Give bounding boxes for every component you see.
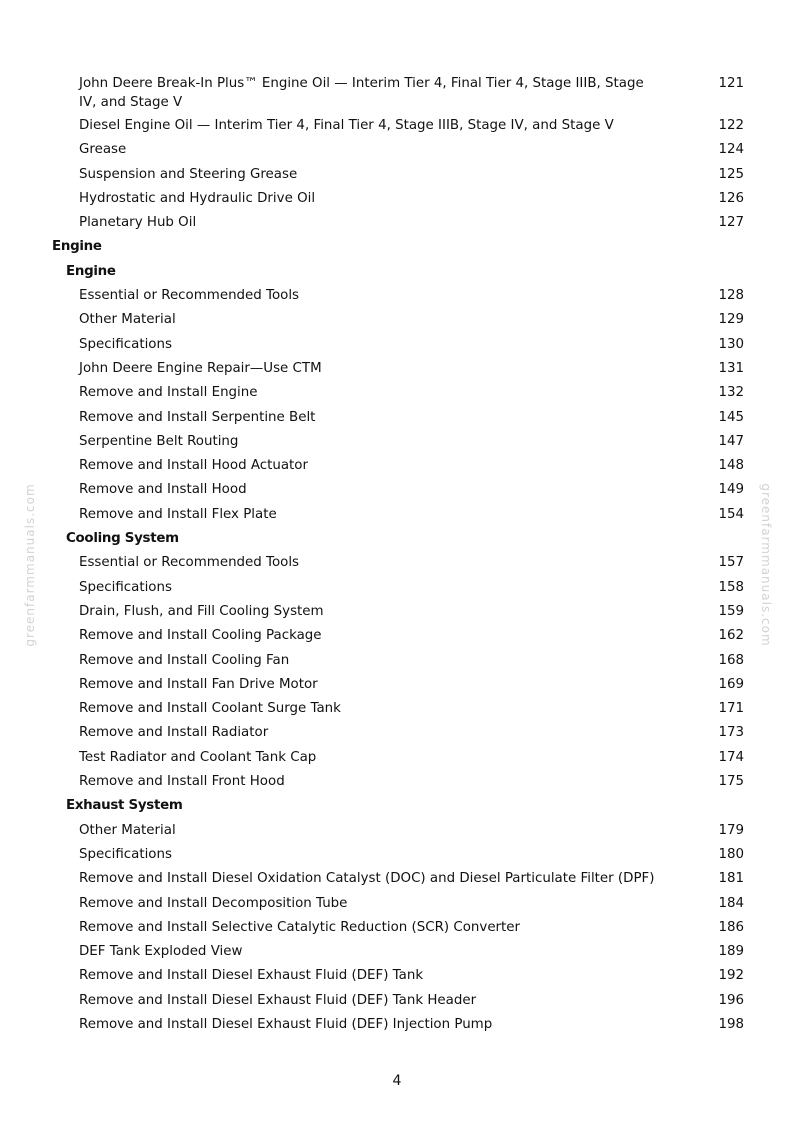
toc-entry-page: 130 [718, 336, 744, 352]
toc-entry-page: 192 [718, 968, 744, 984]
toc-entry[interactable] [52, 336, 744, 360]
toc-entry[interactable] [52, 749, 744, 773]
toc-entry-page: 196 [718, 992, 744, 1008]
toc-entry-page: 198 [718, 1016, 744, 1032]
watermark-left: greenfarmmanuals.com [23, 483, 37, 647]
toc-entry[interactable] [52, 652, 744, 676]
toc-entry-title: Specifications [79, 336, 172, 352]
toc-entry[interactable] [52, 627, 744, 651]
toc-section-heading[interactable] [52, 797, 744, 821]
toc-entry[interactable] [52, 967, 744, 991]
toc-entry[interactable] [52, 773, 744, 797]
toc-entry[interactable] [52, 603, 744, 627]
toc-entry[interactable] [52, 579, 744, 603]
toc-entry-title: Essential or Recommended Tools [79, 288, 300, 304]
toc-entry-page: 168 [718, 652, 744, 668]
toc-entry[interactable] [52, 895, 744, 919]
toc-entry[interactable] [52, 992, 744, 1016]
toc-entry-page: 184 [718, 895, 744, 911]
toc-entry-page: 121 [718, 76, 744, 91]
toc-entry-title: Remove and Install Hood Actuator [79, 458, 309, 474]
toc-entry[interactable] [52, 117, 744, 141]
toc-entry-title: Remove and Install Engine [79, 385, 258, 401]
toc-entry[interactable] [52, 700, 744, 724]
toc-entry-page: 158 [718, 579, 744, 595]
toc-entry-title: Specifications [79, 846, 172, 862]
toc-entry-title: Cooling System [66, 531, 179, 547]
toc-entry-title: Specifications [79, 579, 172, 595]
toc-entry-title: Hydrostatic and Hydraulic Drive Oil [79, 190, 316, 206]
watermark-right: greenfarmmanuals.com [759, 483, 773, 647]
toc-entry[interactable] [52, 506, 744, 530]
toc-entry-page: 126 [718, 190, 744, 206]
toc-entry-page: 148 [718, 458, 744, 474]
toc-entry-title: Test Radiator and Coolant Tank Cap [79, 749, 317, 765]
toc-entry-page: 131 [718, 360, 744, 376]
toc-entry[interactable] [52, 822, 744, 846]
toc-section-heading[interactable] [52, 530, 744, 554]
toc-entry-page: 186 [718, 919, 744, 935]
toc-entry-title: Remove and Install Cooling Package [79, 628, 322, 644]
toc-entry[interactable] [52, 190, 744, 214]
toc-entry[interactable] [52, 287, 744, 311]
toc-entry-title: Engine [52, 239, 102, 255]
toc-entry-page: 181 [718, 871, 744, 887]
toc-entry-page: 179 [718, 822, 744, 838]
toc-entry-page: 124 [718, 142, 744, 158]
toc-entry-page: 132 [718, 385, 744, 401]
toc-entry-title: Planetary Hub Oil [79, 215, 197, 231]
toc-entry[interactable] [52, 166, 744, 190]
toc-entry-page: 171 [718, 701, 744, 717]
toc-entry-title: Remove and Install Diesel Oxidation Catalyst (DOC) and Diesel Particulate Filter (DPF) [79, 871, 655, 887]
toc-entry[interactable] [52, 724, 744, 748]
toc-entry-page: 173 [718, 725, 744, 741]
toc-entry-page: 157 [718, 555, 744, 571]
toc-entry-title: Essential or Recommended Tools [79, 555, 300, 571]
toc-entry-page: 189 [718, 944, 744, 960]
toc-entry-title: Remove and Install Decomposition Tube [79, 895, 348, 911]
toc-entry-title: Remove and Install Coolant Surge Tank [79, 701, 341, 717]
toc-entry[interactable] [52, 409, 744, 433]
toc-entry-title: Other Material [79, 312, 176, 328]
toc-entry-title: Remove and Install Diesel Exhaust Fluid (DEF) Tank [79, 968, 424, 984]
toc-entry[interactable] [52, 870, 744, 894]
toc-entry[interactable] [52, 676, 744, 700]
toc-entry-page: 169 [718, 676, 744, 692]
toc-entry[interactable] [52, 384, 744, 408]
toc-entry-page: 159 [718, 603, 744, 619]
toc-entry-page: 125 [718, 166, 744, 182]
toc-entry-title: Exhaust System [66, 798, 183, 814]
toc-entry-title: Drain, Flush, and Fill Cooling System [79, 603, 324, 619]
table-of-contents [52, 75, 744, 1040]
toc-entry-title: Remove and Install Serpentine Belt [79, 409, 316, 425]
toc-entry-page: 147 [718, 433, 744, 449]
toc-entry[interactable] [52, 919, 744, 943]
toc-entry-title: John Deere Engine Repair—Use CTM [79, 360, 322, 376]
toc-entry-title: Remove and Install Cooling Fan [79, 652, 290, 668]
toc-section-heading[interactable] [52, 263, 744, 287]
toc-entry[interactable] [52, 311, 744, 335]
toc-entry[interactable] [52, 554, 744, 578]
toc-entry-page: 180 [718, 846, 744, 862]
toc-entry[interactable] [52, 846, 744, 870]
toc-entry-title: DEF Tank Exploded View [79, 944, 243, 960]
toc-entry-title: Other Material [79, 822, 176, 838]
toc-entry[interactable] [52, 75, 744, 117]
toc-entry-title: Remove and Install Diesel Exhaust Fluid (DEF) Tank Header [79, 992, 477, 1008]
toc-entry-title: Remove and Install Radiator [79, 725, 269, 741]
toc-entry-page: 154 [718, 506, 744, 522]
toc-entry[interactable] [52, 433, 744, 457]
toc-entry[interactable] [52, 481, 744, 505]
toc-entry-title: Suspension and Steering Grease [79, 166, 298, 182]
toc-entry-page: 162 [718, 628, 744, 644]
toc-entry-title: Remove and Install Fan Drive Motor [79, 676, 318, 692]
toc-section-heading[interactable] [52, 238, 744, 262]
toc-entry-title: Remove and Install Flex Plate [79, 506, 277, 522]
toc-entry[interactable] [52, 1016, 744, 1040]
toc-entry-page: 122 [718, 118, 744, 133]
toc-entry-title: Remove and Install Selective Catalytic Reduction (SCR) Converter [79, 919, 521, 935]
toc-entry-page: 129 [718, 312, 744, 328]
toc-entry-page: 128 [718, 288, 744, 304]
toc-entry-page: 175 [718, 774, 744, 790]
toc-entry-title: Remove and Install Diesel Exhaust Fluid (DEF) Injection Pump [79, 1016, 493, 1032]
page-number: 4 [392, 1073, 402, 1089]
toc-entry[interactable] [52, 943, 744, 967]
toc-entry[interactable] [52, 457, 744, 481]
toc-entry-title: Remove and Install Front Hood [79, 774, 285, 790]
toc-entry[interactable] [52, 214, 744, 238]
toc-entry[interactable] [52, 360, 744, 384]
toc-entry-title: Grease [79, 142, 127, 158]
toc-entry-title: Remove and Install Hood [79, 482, 247, 498]
toc-entry-page: 145 [718, 409, 744, 425]
toc-entry[interactable] [52, 141, 744, 165]
toc-entry-page: 127 [718, 215, 744, 231]
toc-entry-title: John Deere Break-In Plus™ Engine Oil — Interim Tier 4, Final Tier 4, Stage IIIB, Stage IV, and Stage V [79, 76, 644, 110]
toc-entry-title: Engine [66, 263, 116, 279]
toc-entry-page: 149 [718, 482, 744, 498]
toc-entry-page: 174 [718, 749, 744, 765]
toc-entry-title: Diesel Engine Oil — Interim Tier 4, Final Tier 4, Stage IIIB, Stage IV, and Stage V [79, 118, 614, 133]
toc-entry-title: Serpentine Belt Routing [79, 433, 239, 449]
